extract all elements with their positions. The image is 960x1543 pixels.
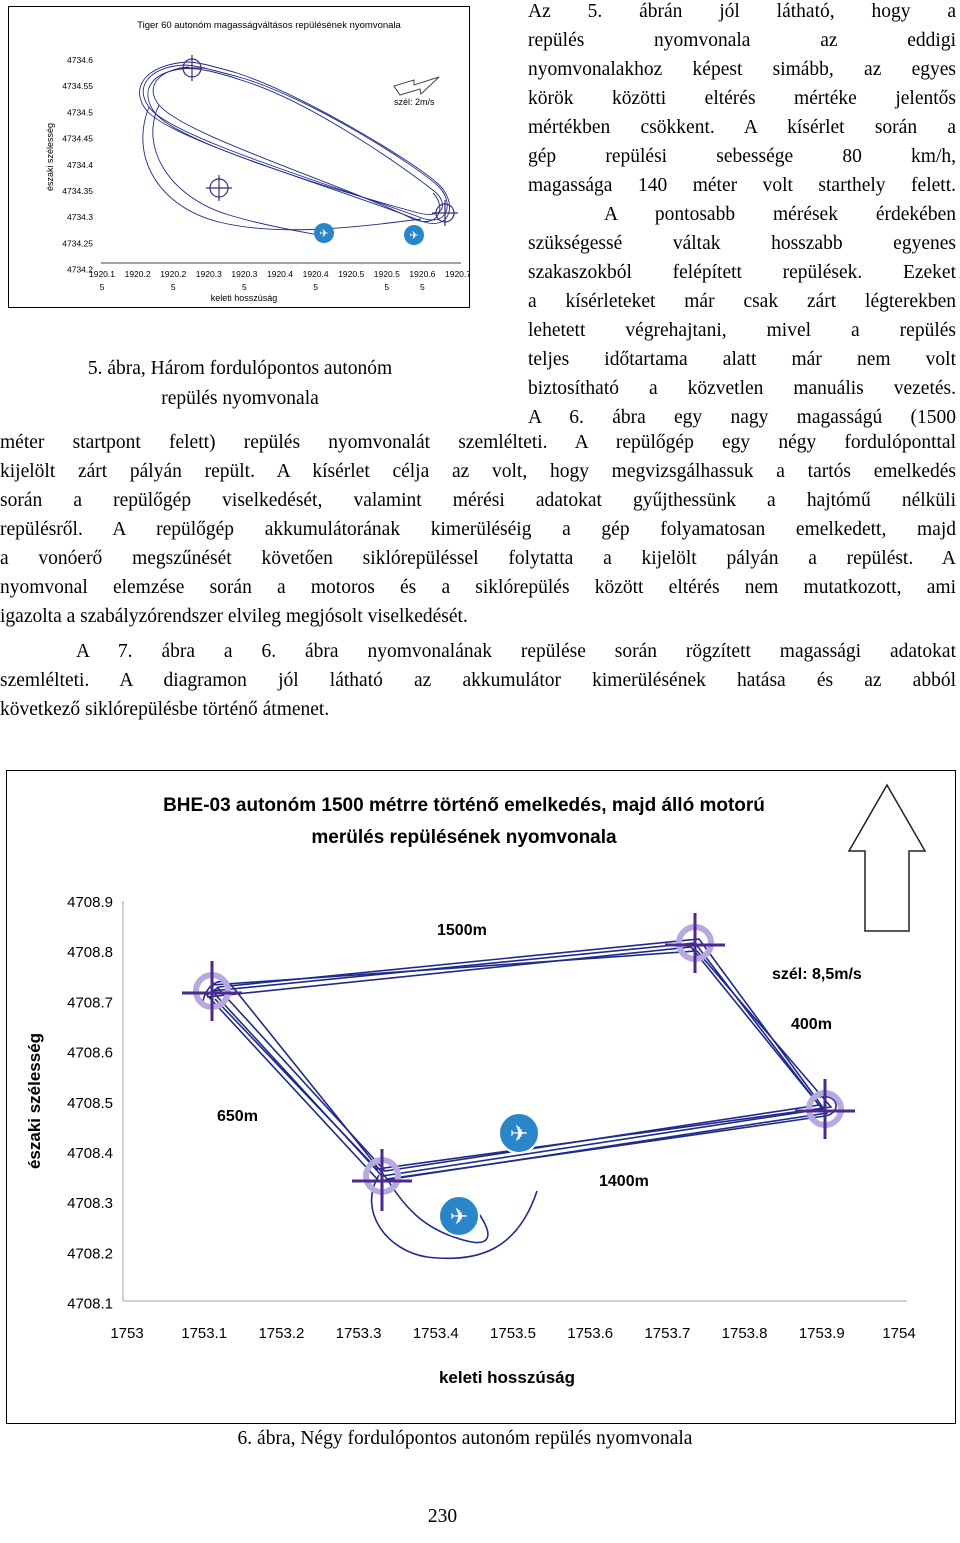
fig6-label-wind: szél: 8,5m/s	[772, 966, 862, 983]
fig5-waypoint-1	[179, 55, 205, 81]
fig6-airplane-icon-1	[499, 1113, 539, 1153]
fig5-x-tick-label: 1920.7	[445, 269, 469, 279]
text-line: során a repülőgép viselkedését, valamint mérési adatokat gyűjthessünk a hajtómű nélküli	[0, 490, 956, 511]
text-line: nyomvonalakhoz képest simább, az egyes	[528, 59, 956, 80]
fig5-y-tick-label: 4734.2	[67, 264, 93, 275]
fig5-x-tick-label: 1920.1	[89, 269, 115, 279]
fig5-x-tick-label-suffix: 5	[420, 282, 425, 292]
svg-text:✈: ✈	[319, 228, 329, 240]
fig5-x-axis	[89, 269, 469, 292]
text-line: biztosítható a közvetlen manuális vezetés.	[528, 378, 956, 399]
fig5-x-tick-label: 1920.5	[373, 269, 400, 279]
fig5-xlabel: keleti hosszúság	[210, 293, 278, 303]
fig6-label-650m: 650m	[217, 1108, 258, 1125]
fig5-wind-label: szél: 2m/s	[394, 97, 435, 107]
text-line: szükségessé váltak hosszabb egyenes	[528, 233, 956, 254]
fig5-y-tick-label: 4734.6	[67, 55, 93, 65]
paragraph-second	[0, 637, 956, 724]
text-line: repülésről. A repülőgép akkumulátorának kimerüléséig a gép folyamatosan emelkedett, majd	[0, 519, 956, 540]
text-line: körök közötti eltérés mértéke jelentős	[528, 88, 956, 109]
fig5-x-tick-label: 1920.4	[302, 269, 329, 279]
fig5-title: Tiger 60 autonóm magasságváltásos repülésének nyomvonala	[137, 20, 401, 31]
fig5-waypoint-3	[432, 200, 458, 226]
fig6-y-tick-label: 4708.2	[67, 1245, 113, 1263]
text-line: Az 5. ábrán jól látható, hogy a	[528, 1, 956, 22]
fig5-wind-arrow	[394, 77, 439, 95]
figure-5-frame	[8, 6, 470, 308]
text-line: kijelölt zárt pályán repült. A kísérlet célja az volt, hogy megvizsgálhassuk a tartós emelkedés	[0, 461, 956, 482]
svg-text:✈: ✈	[409, 230, 419, 242]
fig5-x-tick-label-suffix: 5	[384, 282, 390, 292]
text-line: magassága 140 méter volt starthely felett.	[528, 175, 956, 196]
fig6-y-tick-label: 4708.8	[67, 944, 113, 962]
text-line: nyomvonal elemzése során a motoros és a siklórepülés között eltérés nem mutatkozott, ami	[0, 577, 956, 598]
fig5-x-tick-label: 1920.2	[160, 269, 187, 279]
fig5-x-tick-label: 1920.6	[409, 269, 436, 279]
fig6-x-tick-label: 1753.5	[490, 1325, 536, 1342]
fig5-airplane-icon-2	[404, 225, 424, 245]
fig5-x-tick-label-suffix: 5	[99, 282, 105, 292]
text-line: a kísérleteket már csak zárt légterekben	[528, 291, 956, 312]
figure-6-caption: 6. ábra, Négy fordulópontos autonóm repülés nyomvonala	[237, 1428, 693, 1449]
fig6-y-tick-label: 4708.5	[67, 1094, 113, 1112]
fig5-y-tick-label: 4734.3	[67, 212, 93, 223]
fig6-waypoint-1	[182, 961, 242, 1021]
text-line: teljes időtartama alatt már nem volt	[528, 349, 956, 370]
figure-6-plot	[7, 771, 955, 1423]
fig6-y-axis	[67, 894, 113, 1313]
paragraph-full-width	[0, 428, 956, 631]
fig6-x-tick-label: 1753.7	[644, 1325, 691, 1342]
text-line: A pontosabb mérések érdekében	[604, 204, 956, 225]
text-line: a vonóerő megszűnését követően siklórepüléssel folytatta a kijelölt pályán a repülést. A	[0, 548, 956, 569]
fig6-xlabel: keleti hosszúság	[438, 1368, 576, 1387]
svg-text:✈: ✈	[449, 1204, 469, 1229]
fig6-track	[203, 939, 836, 1258]
fig5-y-tick-label: 4734.25	[62, 238, 93, 249]
fig6-label-1400m: 1400m	[599, 1173, 649, 1190]
text-line: gép repülési sebessége 80 km/h,	[528, 146, 956, 167]
fig6-north-arrow	[849, 785, 925, 931]
text-line: repülés nyomvonala az eddigi	[528, 30, 956, 51]
text-line: lehetett végrehajtani, mivel a repülés	[528, 320, 956, 341]
fig6-x-tick-label: 1753.8	[721, 1325, 768, 1342]
fig6-airplane-icon-2	[439, 1196, 479, 1236]
fig5-y-tick-label: 4734.35	[62, 186, 93, 196]
fig6-title-line1: BHE-03 autonóm 1500 métrre történő emelkedés, majd álló motorú	[163, 795, 765, 816]
figure-5-plot	[9, 7, 469, 307]
fig6-ylabel: északi szélesség	[25, 1032, 44, 1170]
fig5-caption-line1: 5. ábra, Három fordulópontos autonóm	[87, 358, 393, 379]
svg-text:✈: ✈	[509, 1121, 529, 1146]
fig5-y-tick-label: 4734.4	[67, 159, 93, 170]
text-line: A 7. ábra a 6. ábra nyomvonalának repülése során rögzített magassági adatokat	[76, 641, 956, 662]
fig5-x-tick-label: 1920.3	[195, 269, 222, 279]
fig6-y-tick-label: 4708.9	[67, 894, 113, 911]
fig5-y-tick-label: 4734.55	[62, 81, 93, 92]
fig6-x-tick-label: 1753	[110, 1325, 144, 1342]
fig5-x-tick-label-suffix: 5	[170, 282, 176, 292]
fig5-x-tick-label-suffix: 5	[313, 282, 318, 292]
fig5-waypoint-2	[206, 175, 232, 201]
fig6-x-tick-label: 1753.6	[567, 1325, 614, 1342]
fig6-x-tick-label: 1753.9	[798, 1325, 845, 1342]
fig5-x-tick-label: 1920.4	[267, 269, 293, 279]
fig6-x-tick-label: 1753.4	[412, 1325, 459, 1342]
fig5-airplane-icon	[314, 223, 334, 243]
fig6-y-tick-label: 4708.7	[67, 994, 113, 1012]
text-line: A 6. ábra egy nagy magasságú (1500	[528, 407, 956, 428]
fig5-ylabel: északi szélesség	[45, 122, 55, 192]
figure-5-caption	[10, 354, 470, 414]
fig5-x-tick-label: 1920.2	[124, 269, 151, 279]
fig5-y-axis	[62, 55, 93, 275]
fig5-x-tick-label-suffix: 5	[242, 282, 247, 292]
fig5-y-tick-label: 4734.45	[62, 133, 93, 144]
fig6-title-line2: merülés repülésének nyomvonala	[311, 827, 617, 848]
fig6-y-tick-label: 4708.6	[67, 1044, 113, 1062]
fig6-y-tick-label: 4708.3	[67, 1195, 113, 1213]
fig6-y-tick-label: 4708.1	[67, 1295, 113, 1313]
fig6-label-1500m: 1500m	[437, 922, 487, 939]
page-number: 230	[427, 1506, 458, 1527]
fig6-x-axis	[110, 1325, 915, 1342]
text-line: igazolta a szabályzórendszer elvileg megjósolt viselkedését.	[0, 606, 468, 627]
text-line: méter startpont felett) repülés nyomvonalát szemlélteti. A repülőgép egy négy fordulóponttal	[0, 432, 956, 453]
fig6-x-tick-label: 1753.1	[181, 1325, 228, 1342]
fig5-caption-line2: repülés nyomvonala	[161, 388, 319, 409]
fig5-x-tick-label: 1920.3	[231, 269, 258, 279]
fig6-x-tick-label: 1753.3	[335, 1325, 382, 1342]
text-line: következő siklórepülésbe történő átmenet.	[0, 699, 330, 720]
paragraph-right-column	[528, 0, 956, 432]
fig6-waypoint-2	[665, 913, 725, 973]
text-line: szakaszokból felépített repülések. Ezeket	[528, 262, 956, 283]
fig6-x-tick-label: 1753.2	[258, 1325, 305, 1342]
fig6-waypoint-3	[795, 1079, 855, 1139]
fig5-y-tick-label: 4734.5	[67, 107, 93, 118]
fig6-label-400m: 400m	[791, 1016, 832, 1033]
text-line: szemlélteti. A diagramon jól látható az akkumulátor kimerülésének hatása és az abból	[0, 670, 956, 691]
fig6-y-tick-label: 4708.4	[67, 1145, 113, 1162]
text-line: mértékben csökkent. A kísérlet során a	[528, 117, 956, 138]
fig5-x-tick-label: 1920.5	[338, 269, 365, 279]
fig6-x-tick-label: 1754	[882, 1325, 916, 1342]
figure-6-frame	[6, 770, 956, 1424]
